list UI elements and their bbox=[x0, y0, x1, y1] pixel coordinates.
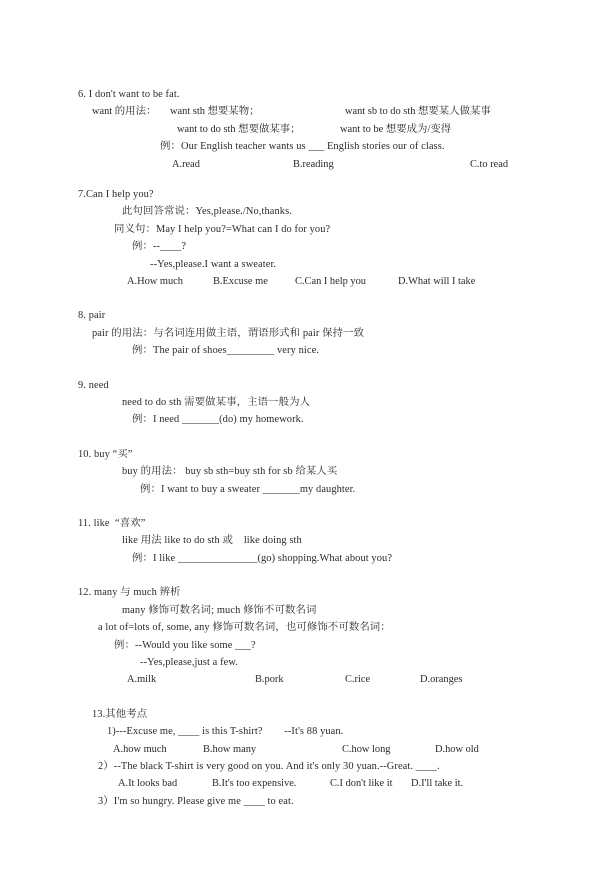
section-13-q2-option-b[interactable]: B.It's too expensive. bbox=[212, 778, 297, 790]
section-12-rule-2: a lot of=lots of, some, any 修饰可数名词，也可修饰不可数名词： bbox=[98, 622, 391, 634]
section-7-answer-line: 此句回答常说：Yes,please./No,thanks. bbox=[122, 206, 292, 218]
section-13-q1-option-d[interactable]: D.how old bbox=[435, 743, 479, 755]
section-7-option-c[interactable]: C.Can I help you bbox=[295, 276, 366, 288]
section-9-heading: 9. need bbox=[78, 379, 109, 391]
section-8-usage: pair 的用法：与名词连用做主语，谓语形式和 pair 保持一致 bbox=[92, 327, 365, 339]
section-7-option-b[interactable]: B.Excuse me bbox=[213, 276, 268, 288]
section-12-example-question: 例：--Would you like some ___? bbox=[114, 639, 256, 651]
section-13 bbox=[0, 706, 600, 810]
section-10-usage: buy 的用法： buy sb sth=buy sth for sb 给某人买 bbox=[122, 466, 338, 478]
section-11-heading: 11. like “喜欢” bbox=[78, 518, 146, 530]
section-12-option-c[interactable]: C.rice bbox=[345, 674, 371, 686]
section-9 bbox=[0, 377, 600, 429]
spacer bbox=[0, 290, 600, 307]
section-9-example: 例：I need _______(do) my homework. bbox=[132, 414, 304, 426]
spacer bbox=[0, 173, 600, 186]
section-11 bbox=[0, 515, 600, 567]
section-6-option-c[interactable]: C.to read bbox=[470, 158, 509, 170]
section-6-usage-col1-b: want to do sth 想要做某事； bbox=[177, 123, 301, 135]
section-12 bbox=[0, 584, 600, 688]
section-13-question-1-options bbox=[0, 741, 600, 758]
section-6-usage-col1-a: want sth 想要某物； bbox=[170, 106, 260, 118]
section-12-rule-1: many 修饰可数名词; much 修饰不可数名词 bbox=[122, 604, 317, 616]
section-13-q2-option-d[interactable]: D.I'll take it. bbox=[411, 778, 464, 790]
section-6-example: 例：Our English teacher wants us ___ English stories our of class. bbox=[160, 141, 445, 153]
section-12-example-answer: --Yes,please,just a few. bbox=[140, 656, 239, 668]
section-13-question-3: 3）I'm so hungry. Please give me ____ to eat. bbox=[98, 795, 294, 807]
section-13-q1-option-a[interactable]: A.how much bbox=[113, 743, 167, 755]
section-7-example-answer: --Yes,please.I want a sweater. bbox=[150, 258, 277, 270]
section-12-options bbox=[0, 671, 600, 688]
section-8 bbox=[0, 307, 600, 359]
section-6-usage-row-1 bbox=[0, 103, 600, 120]
section-13-q1-option-b[interactable]: B.how many bbox=[203, 743, 257, 755]
section-13-q1-option-c[interactable]: C.how long bbox=[342, 743, 391, 755]
section-6-usage-col2-a: want sb to do sth 想要某人做某事 bbox=[345, 106, 491, 118]
document-body bbox=[0, 86, 600, 810]
section-7-option-d[interactable]: D.What will I take bbox=[398, 276, 476, 288]
section-8-example: 例：The pair of shoes_________ very nice. bbox=[132, 345, 320, 357]
section-13-q2-option-a[interactable]: A.It looks bad bbox=[118, 778, 178, 790]
spacer bbox=[0, 429, 600, 446]
section-7-example-question: 例：--____? bbox=[132, 241, 187, 253]
section-12-heading: 12. many 与 much 辨析 bbox=[78, 587, 181, 599]
section-6-usage-row-2 bbox=[0, 121, 600, 138]
section-13-heading: 13.其他考点 bbox=[92, 708, 148, 720]
section-12-option-d[interactable]: D.oranges bbox=[420, 674, 463, 686]
section-13-question-1: 1)---Excuse me, ____ is this T-shirt? --It's 88 yuan. bbox=[107, 726, 344, 738]
section-10 bbox=[0, 446, 600, 498]
section-9-usage: need to do sth 需要做某事，主语一般为人 bbox=[122, 397, 311, 409]
section-12-option-b[interactable]: B.pork bbox=[255, 674, 284, 686]
section-11-example: 例：I like _______________(go) shopping.What about you? bbox=[132, 552, 393, 564]
spacer bbox=[0, 498, 600, 515]
section-6-heading: 6. I don't want to be fat. bbox=[78, 89, 180, 100]
section-7-heading: 7.Can I help you? bbox=[78, 188, 154, 200]
section-11-usage: like 用法 like to do sth 或 like doing sth bbox=[122, 535, 302, 547]
section-7 bbox=[0, 186, 600, 290]
section-6-usage-col2-b: want to be 想要成为/变得 bbox=[340, 123, 452, 135]
spacer bbox=[0, 689, 600, 706]
section-10-example: 例：I want to buy a sweater _______my daughter. bbox=[140, 483, 356, 495]
section-6 bbox=[0, 86, 600, 173]
section-6-options bbox=[0, 156, 600, 173]
section-6-usage-label: want 的用法： bbox=[92, 106, 157, 118]
section-13-q2-option-c[interactable]: C.I don't like it bbox=[330, 778, 393, 790]
section-7-synonym-line: 同义句：May I help you?=What can I do for you? bbox=[114, 223, 331, 235]
section-7-option-a[interactable]: A.How much bbox=[127, 276, 183, 288]
section-6-option-b[interactable]: B.reading bbox=[293, 158, 334, 170]
section-8-heading: 8. pair bbox=[78, 310, 106, 322]
spacer bbox=[0, 360, 600, 377]
section-7-options bbox=[0, 273, 600, 290]
section-10-heading: 10. buy “买” bbox=[78, 448, 133, 460]
spacer bbox=[0, 567, 600, 584]
section-13-question-2-options bbox=[0, 775, 600, 792]
section-13-question-2: 2）--The black T-shirt is very good on you. And it's only 30 yuan.--Great. ____. bbox=[98, 760, 440, 772]
section-6-option-a[interactable]: A.read bbox=[172, 158, 200, 170]
section-12-option-a[interactable]: A.milk bbox=[127, 674, 157, 686]
